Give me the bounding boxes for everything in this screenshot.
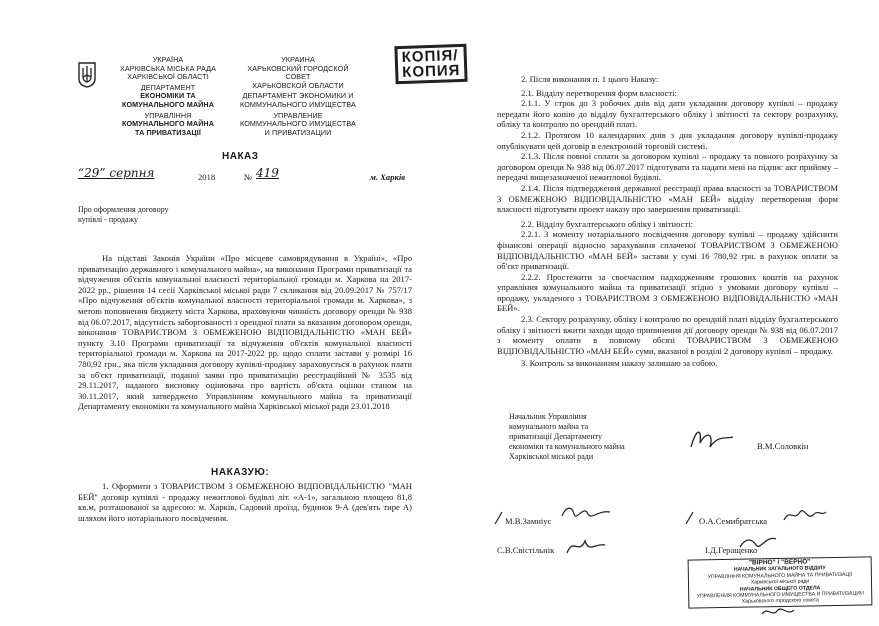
certify-stamp bbox=[688, 556, 873, 608]
left-body bbox=[78, 253, 412, 412]
order-city: м. Харків bbox=[370, 172, 406, 182]
para-2-2: 2.2. Відділу бухгалтерського обліку і звітності: bbox=[521, 218, 693, 229]
header-line: КОМУНАЛЬНОГО МАЙНА bbox=[122, 119, 214, 129]
head-title-line: приватизації Департаменту bbox=[509, 432, 603, 441]
certify-line: "ВІРНО" / "ВЕРНО" bbox=[748, 558, 811, 567]
header-line: УКРАЇНА bbox=[152, 55, 184, 64]
certify-line: УПРАВЛІННЯ КОМУНАЛЬНОГО МАЙНА ТА ПРИВАТИЗАЦІЇ bbox=[707, 571, 853, 581]
header-line: ХАРКІВСЬКА МІСЬКА РАДА bbox=[119, 63, 217, 73]
para-2-1-4: 2.1.4. Після підтвердження державної реєстрації права власності за ТОВАРИСТВОМ З ОБМЕЖЕНОЮ ВІДПОВІДАЛЬНІСТЮ «МАН БЕЙ» відділу перетворення форм власності підготувати проект наказу про завершення приватизації. bbox=[497, 182, 838, 215]
visa-4-signature-icon bbox=[738, 533, 778, 560]
header-line: СОВЕТ bbox=[285, 72, 311, 82]
header-line: ХАРКІВСЬКОЇ ОБЛАСТІ bbox=[127, 72, 209, 82]
certify-line: Харьковского городского совета bbox=[741, 597, 819, 606]
copy-stamp-line: КОПИЯ bbox=[401, 61, 461, 82]
visa-3-signature-icon bbox=[565, 535, 607, 562]
head-signature-icon bbox=[688, 425, 736, 460]
header-line: ДЕПАРТАМЕНТ bbox=[140, 82, 196, 92]
order-number-handwritten: 419 bbox=[256, 166, 279, 180]
item-1-paragraph: 1. Оформити з ТОВАРИСТВОМ З ОБМЕЖЕНОЮ ВІДПОВІДАЛЬНІСТЮ "МАН БЕЙ" договір купівлі - продажу нежитлової будівлі літ. «А-1», загальною площею 81,8 кв.м, розташованої за адресою: м. Харків, Садовий проїзд, будинок 9-А (дев'ять тире А) шляхом його нотаріального посвідчення. bbox=[78, 481, 412, 523]
header-line: КОММУНАЛЬНОГО ИМУЩЕСТВА bbox=[240, 119, 356, 129]
visa-2-name: О.А.Семибратська bbox=[699, 516, 768, 526]
para-3: 3. Контроль за виконанням наказу залишаю за собою. bbox=[521, 358, 718, 369]
coat-of-arms-icon bbox=[78, 62, 96, 88]
header-right-ru bbox=[234, 56, 362, 137]
para-2-2-1: 2.2.1. З моменту нотаріального посвідчення договору купівлі – продажу здійснити фінансові операції відносно зарахування сплаченої ТОВАРИСТВОМ З ОБМЕЖЕНОЮ ВІДПОВІДАЛЬНІСТЮ «МАН БЕЙ» застави у сумі 16 780,92 грн. в рахунок оплати за об'єкт приватизації. bbox=[497, 229, 838, 272]
head-title-line: Начальник Управління bbox=[509, 412, 587, 421]
header-line: УКРАИНА bbox=[281, 55, 315, 64]
header-line: КОММУНАЛЬНОГО ИМУЩЕСТВА bbox=[240, 99, 356, 109]
para-2-1-3: 2.1.3. Після повної сплати за договором купівлі – продажу та повного розрахунку за договором оренди № 938 від 06.07.2017 підготувати та надати мені на підпис акт прийому – передачі вищезазначеної нежитлової будівлі. bbox=[497, 151, 838, 183]
slash-mark bbox=[684, 511, 694, 525]
certify-line: НАЧАЛЬНИК ЗАГАЛЬНОГО ВІДДІЛУ bbox=[733, 565, 826, 574]
para-2-3: 2.3. Сектору розрахунку, обліку і контролю по орендній платі відділу бухгалтерського обліку і звітності вжити заходи щодо припинення дії договору оренди № 938 від 06.07.2017 з моменту оплати в повному обсязі ТОВАРИСТВОМ З ОБМЕЖЕНОЮ ВІДПОВІДАЛЬНІСТЮ «МАН БЕЙ» суми, вказаної в розділі 2 договору купівлі – продажу. bbox=[497, 314, 838, 356]
order-title: НАКАЗ bbox=[222, 151, 259, 162]
order-subject bbox=[78, 205, 168, 225]
copy-stamp-line: КОПІЯ/ bbox=[401, 47, 459, 67]
slash-mark bbox=[493, 511, 503, 525]
para-2-1: 2.1. Відділу перетворення форм власності: bbox=[521, 87, 677, 98]
visa-2-signature-icon bbox=[782, 504, 828, 531]
para-2: 2. Після виконання п. 1 цього Наказу: bbox=[521, 74, 659, 84]
intro-paragraph: На підставі Законів України «Про місцеве самоврядування в Україні», «Про приватизацію державного і комунального майна», на виконання Програми приватизації та відчуження об'єктів комунальної власності територіальної громади м. Харкова на 2017-2022 рр., рішення 14 сесії Харківської міської ради 7 скликання від 20.09.2017 № 757/17 «Про відчуження об'єктів комунальної власності територіальної громади м. Харкова», з метою поповнення бюджету міста Харкова, враховуючи чинність договору оренди № 938 від 06.07.2017, відсутність заборгованості з орендної плати за вказаним договором оренди, виконання ТОВАРИСТВОМ З ОБМЕЖЕНОЮ ВІДПОВІДАЛЬНІСТЮ «МАН БЕЙ» пункту 3.10 Програми приватизації та відчуження об'єктів комунальної власності територіальної громади м. Харкова на 2017-2022 рр. щодо сплати застави у розмірі 16 780,92 грн., яка після укладання договору купівлі-продажу зараховується в рахунок плати за об'єкт приватизації, поданої заяви про приватизацію реєстраційний № 3535 від 29.11.2017, наданого висновку оцінювача про вартість об'єкта оцінки станом на 30.11.2017, який затверджено Управлінням комунального майна та приватизації Департаменту економіки та комунального майна Харківської міської ради 23.01.2018 bbox=[78, 253, 412, 412]
header-line: КОМУНАЛЬНОГО МАЙНА bbox=[122, 99, 214, 109]
header-line: ХАРЬКОВСКИЙ ГОРОДСКОЙ bbox=[247, 63, 349, 73]
certify-line: УПРАВЛЕНИЯ КОММУНАЛЬНОГО ИМУЩЕСТВА И ПРИВАТИЗАЦИИ bbox=[696, 590, 864, 600]
visa-4-name: І.Д.Геращенко bbox=[705, 545, 758, 555]
header-line: УПРАВЛІННЯ bbox=[144, 110, 192, 120]
right-body bbox=[497, 74, 838, 369]
nakazuyu-heading: НАКАЗУЮ: bbox=[211, 467, 270, 478]
visa-1-signature-icon bbox=[560, 500, 612, 531]
visa-3-name: С.В.Свістільнік bbox=[497, 545, 555, 555]
head-title-line: економіки та комунального майна bbox=[509, 442, 625, 451]
head-title bbox=[509, 412, 625, 462]
certify-signature-icon bbox=[760, 604, 796, 625]
para-2-1-2: 2.1.2. Протягом 10 календарних днів з дня укладання договору купівлі-продажу опублікувати цей договір в електронній торговій системі. bbox=[497, 129, 838, 151]
copy-stamp bbox=[394, 44, 467, 84]
header-line: ЕКОНОМІКИ ТА bbox=[140, 91, 196, 101]
order-number-prefix: № bbox=[244, 172, 253, 182]
header-left-ua bbox=[104, 56, 232, 137]
header-line: ДЕПАРТАМЕНТ ЭКОНОМИКИ И bbox=[242, 91, 354, 101]
subject-line: Про оформлення договору bbox=[78, 205, 169, 214]
left-item-1 bbox=[78, 481, 412, 523]
header-line: И ПРИВАТИЗАЦИИ bbox=[264, 127, 332, 137]
order-year: 2018 bbox=[198, 172, 216, 182]
head-name: В.М.Соловкін bbox=[757, 441, 809, 451]
header-line: УПРАВЛЕНИЕ bbox=[273, 110, 323, 120]
certify-line: НАЧАЛЬНИК ОБЩЕГО ОТДЕЛА bbox=[739, 584, 821, 593]
para-2-1-1: 2.1.1. У строк до 3 робочих днів від дати укладання договору купівлі – продажу передати його копію до відділу бухгалтерського обліку і звітності та сектору розрахунку, обліку та контролю по орендній платі. bbox=[497, 98, 838, 130]
certify-line: Харківської міської ради bbox=[750, 578, 810, 586]
header-line: ХАРЬКОВСКОЙ ОБЛАСТИ bbox=[252, 80, 344, 90]
head-title-line: комунального майна та bbox=[509, 422, 589, 431]
para-2-2-2: 2.2.2. Простежити за своєчасним надходженням грошових коштів на рахунок управління комунального майна та приватизації згідно з умовами договору купівлі – продажу, укладеного з ТОВАРИСТВОМ З ОБМЕЖЕНОЮ ВІДПОВІДАЛЬНІСТЮ «МАН БЕЙ». bbox=[497, 271, 838, 314]
order-date-handwritten: “29” серпня bbox=[78, 166, 155, 180]
visa-1-name: М.В.Замніус bbox=[505, 516, 552, 526]
head-title-line: Харківської міської ради bbox=[509, 452, 594, 461]
subject-line: купівлі - продажу bbox=[78, 215, 139, 224]
header-line: ТА ПРИВАТИЗАЦІЇ bbox=[135, 127, 201, 137]
